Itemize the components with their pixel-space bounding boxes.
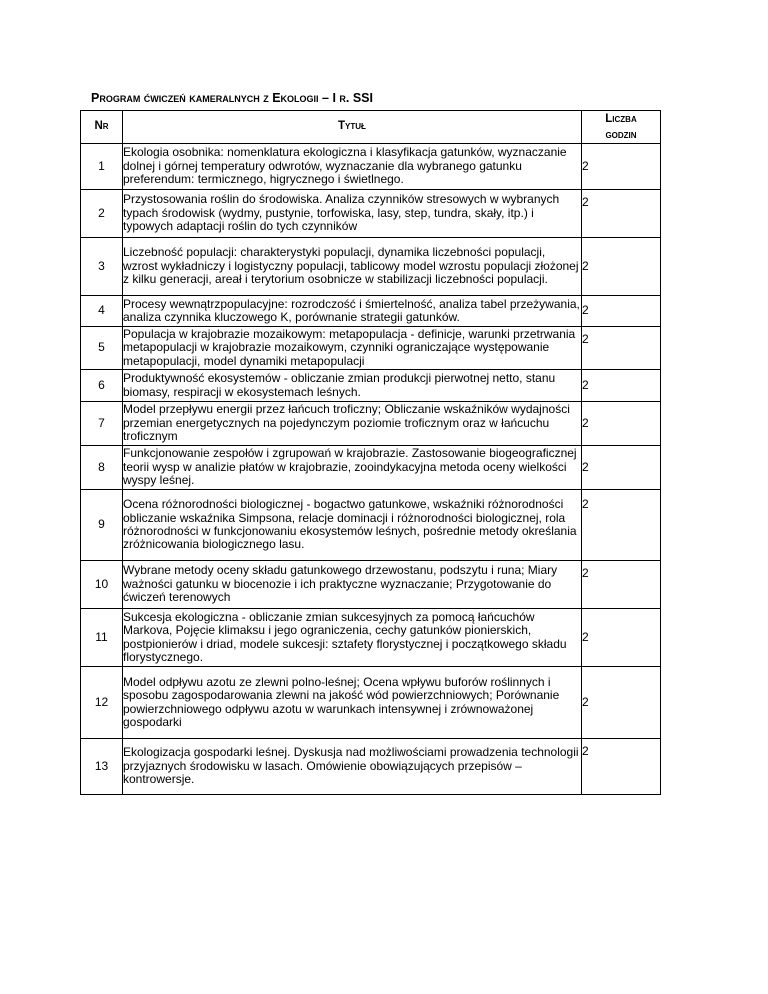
row-title: Sukcesja ekologiczna - obliczanie zmian sukcesyjnych za pomocą łańcuchów Markova, Pojęcie klimaksu i jego ograniczenia, cechy gatunków pionierskich, postpionierów i driad, modele sukcesji: sztafety florystycznej i początkowego składu florystycznego. xyxy=(123,609,582,667)
program-table xyxy=(80,110,661,795)
row-number: 8 xyxy=(81,446,123,490)
row-hours: 2 xyxy=(582,739,661,795)
row-title: Ekologia osobnika: nomenklatura ekologiczna i klasyfikacja gatunków, wyznaczanie dolnej i górnej temperatury odwrotów, wyznaczanie dla wybranego gatunku preferendum: termicznego, higrycznego i świetlnego. xyxy=(123,144,582,190)
row-hours: 2 xyxy=(582,238,661,296)
row-number: 6 xyxy=(81,370,123,402)
table-row xyxy=(81,402,661,446)
column-header-hours-line1: Liczba xyxy=(605,113,637,125)
row-title: Model przepływu energii przez łańcuch troficzny; Obliczanie wskaźników wydajności przemian energetycznych na pojedynczym poziomie troficznym oraz w łańcuchu troficznym xyxy=(123,402,582,446)
row-title: Wybrane metody oceny składu gatunkowego drzewostanu, podszytu i runa; Miary ważności gatunku w biocenozie i ich praktyczne wyznaczanie; Przygotowanie do ćwiczeń terenowych xyxy=(123,561,582,609)
column-header-hours xyxy=(582,111,661,144)
row-title: Funkcjonowanie zespołów i zgrupowań w krajobrazie. Zastosowanie biogeograficznej teorii wysp w analizie płatów w krajobrazie, zooindykacyjna metoda oceny wielkości wyspy leśnej. xyxy=(123,446,582,490)
row-title: Ekologizacja gospodarki leśnej. Dyskusja nad możliwościami prowadzenia technologii przyjaznych środowisku w lasach. Omówienie obowiązujących przepisów – kontrowersje. xyxy=(123,739,582,795)
row-hours: 2 xyxy=(582,370,661,402)
table-row xyxy=(81,190,661,238)
row-title: Model odpływu azotu ze zlewni polno-leśnej; Ocena wpływu buforów roślinnych i sposobu zagospodarowania zlewni na jakość wód powierzchniowych; Porównanie powierzchniowego odpływu azotu w warunkach intensywnej i zrównoważonej gospodarki xyxy=(123,667,582,739)
table-row xyxy=(81,739,661,795)
row-title: Ocena różnorodności biologicznej - bogactwo gatunkowe, wskaźniki różnorodności obliczanie wskaźnika Simpsona, relacje dominacji i różnorodności biologicznej, rola różnorodności w funkcjonowaniu ekosystemów leśnych, pośrednie metody określania zróżnicowania biologicznego lasu. xyxy=(123,490,582,561)
row-title: Produktywność ekosystemów - obliczanie zmian produkcji pierwotnej netto, stanu biomasy, respiracji w ekosystemach leśnych. xyxy=(123,370,582,402)
row-number: 9 xyxy=(81,490,123,561)
row-hours: 2 xyxy=(582,609,661,667)
row-hours: 2 xyxy=(582,490,661,561)
row-hours: 2 xyxy=(582,561,661,609)
row-number: 3 xyxy=(81,238,123,296)
table-row xyxy=(81,327,661,370)
column-header-hours-line2: godzin xyxy=(605,129,637,141)
row-hours: 2 xyxy=(582,446,661,490)
column-header-nr: Nr xyxy=(81,111,123,144)
table-row xyxy=(81,296,661,327)
table-row xyxy=(81,667,661,739)
table-row xyxy=(81,238,661,296)
table-header-row xyxy=(81,111,661,144)
row-number: 4 xyxy=(81,296,123,327)
row-number: 2 xyxy=(81,190,123,238)
row-number: 12 xyxy=(81,667,123,739)
row-title: Liczebność populacji: charakterystyki populacji, dynamika liczebności populacji, wzrost wykładniczy i logistyczny populacji, tablicowy model wzrostu populacji złożonej z kilku generacji, areał i terytorium osobnicze w stabilizacji liczebności populacji. xyxy=(123,238,582,296)
row-hours: 2 xyxy=(582,296,661,327)
row-hours: 2 xyxy=(582,667,661,739)
table-row xyxy=(81,561,661,609)
row-number: 13 xyxy=(81,739,123,795)
table-row xyxy=(81,370,661,402)
row-title: Procesy wewnątrzpopulacyjne: rozrodczość i śmiertelność, analiza tabel przeżywania, analiza czynnika kluczowego K, porównanie strategii gatunków. xyxy=(123,296,582,327)
column-header-title: Tytuł xyxy=(123,111,582,144)
row-number: 10 xyxy=(81,561,123,609)
table-row xyxy=(81,490,661,561)
row-hours: 2 xyxy=(582,144,661,190)
row-title: Przystosowania roślin do środowiska. Analiza czynników stresowych w wybranych typach środowisk (wydmy, pustynie, torfowiska, lasy, step, tundra, skały, itp.) i typowych adaptacji roślin do tych czynników xyxy=(123,190,582,238)
table-row xyxy=(81,609,661,667)
row-number: 11 xyxy=(81,609,123,667)
table-row xyxy=(81,144,661,190)
row-number: 7 xyxy=(81,402,123,446)
page-heading: Program ćwiczeń kameralnych z Ekologii – I r. SSI xyxy=(91,91,373,105)
table-row xyxy=(81,446,661,490)
row-title: Populacja w krajobrazie mozaikowym: metapopulacja - definicje, warunki przetrwania metapopulacji w krajobrazie mozaikowym, czynniki ograniczające występowanie metapopulacji, model dynamiki metapopulacji xyxy=(123,327,582,370)
row-hours: 2 xyxy=(582,190,661,238)
row-hours: 2 xyxy=(582,402,661,446)
row-number: 5 xyxy=(81,327,123,370)
row-hours: 2 xyxy=(582,327,661,370)
row-number: 1 xyxy=(81,144,123,190)
